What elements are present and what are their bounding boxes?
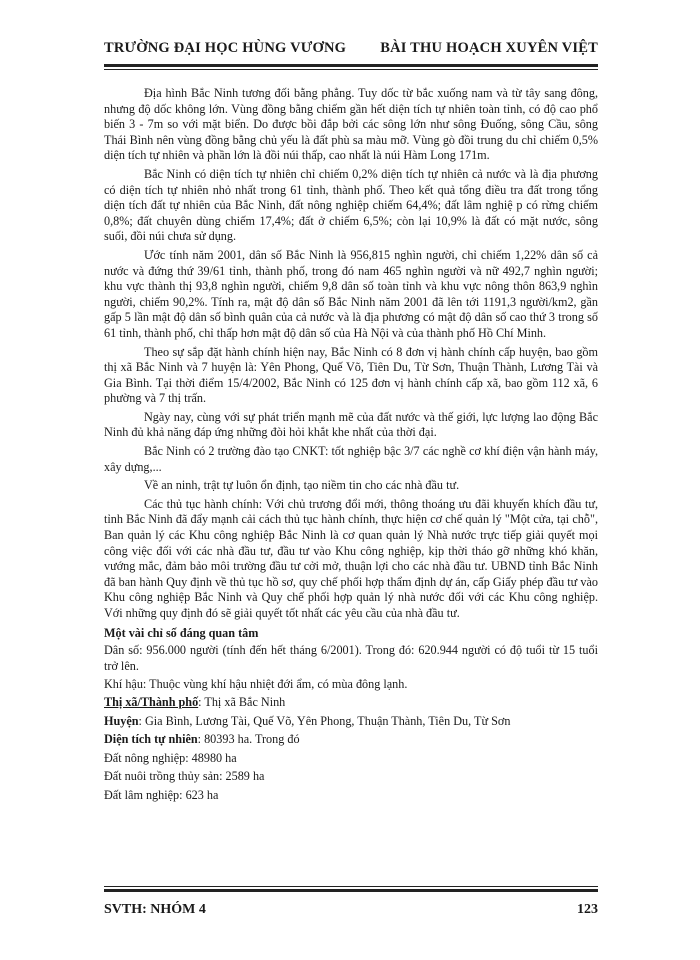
stat-districts-label: Huyện (104, 713, 139, 728)
header-rule-thin (104, 69, 598, 70)
stat-forest-land: Đất lâm nghiệp: 623 ha (104, 787, 219, 802)
footer-rule-thin (104, 886, 598, 887)
footer-author: SVTH: NHÓM 4 (104, 902, 206, 917)
section-heading: Một vài chỉ số đáng quan tâm (104, 625, 259, 640)
stat-districts-value: : Gia Bình, Lương Tài, Quế Võ, Yên Phong, Thuận Thành, Tiên Du, Từ Sơn (138, 713, 511, 728)
paragraph-population: Ước tính năm 2001, dân số Bắc Ninh là 956,815 nghìn người, chỉ chiếm 1,22% dân số cả nước và đứng thứ 39/61 tỉnh, thành phố, trong đó nam 465 nghìn người và nữ 492,7 nghìn người; khu vực thành thị 93,8 nghìn người, chiếm 9,8 dân số toàn tỉnh và khu vực nông thôn 863,9 nghìn người, chiếm 90,2%. Tính ra, mật độ dân số Bắc Ninh năm 2001 đã lên tới 1191,3 người/km2, gần gấp 5 lần mật độ dân số bình quân của cả nước và là địa phương có mật độ dân số cao thứ 3 trong số 61 tỉnh, thành phố, chỉ thấp hơn mật độ dân số của Hà Nội và của thành phố Hồ Chí Minh. (104, 247, 598, 340)
stat-town (104, 693, 598, 712)
stat-town-value: : Thị xã Bắc Ninh (198, 695, 286, 710)
paragraph-security: Về an ninh, trật tự luôn ổn định, tạo niềm tin cho các nhà đầu tư. (144, 478, 460, 493)
paragraph-terrain: Địa hình Bắc Ninh tương đối bằng phẳng. Tuy dốc từ bắc xuống nam và từ tây sang đông, nhưng độ dốc không lớn. Vùng đồng bằng chiếm gần hết diện tích tự nhiên toàn tỉnh, có độ cao phổ biến 3 - 7m so với mặt biển. Do được bồi đắp bởi các sông lớn như sông Đuống, sông Cầu, sông Thái Bình nên vùng đồng bằng chủ yếu là đất phù sa màu mỡ. Vùng gò đồi trung du chỉ chiếm 0,5% diện tích tự nhiên và phần lớn là đồi núi thấp, cao nhất là núi Hàm Long 171m. (104, 86, 598, 163)
stat-area-value: : 80393 ha. Trong đó (197, 732, 300, 747)
page-footer (104, 902, 598, 922)
stat-districts (104, 712, 598, 731)
stat-agriculture-land: Đất nông nghiệp: 48980 ha (104, 750, 237, 765)
stat-town-label: Thị xã/Thành phố (104, 695, 199, 710)
paragraph-administration: Theo sự sắp đặt hành chính hiện nay, Bắc Ninh có 8 đơn vị hành chính cấp huyện, bao gồm thị xã Bắc Ninh và 7 huyện là: Yên Phong, Quế Võ, Tiên Du, Từ Sơn, Thuận Thành, Lương Tài và Gia Bình. Tại thời điểm 15/4/2002, Bắc Ninh có 125 đơn vị hành chính cấp xã, bao gồm 112 xã, 6 phường và 7 thị trấn. (104, 344, 598, 406)
document-body (104, 86, 598, 804)
header-school-name: TRƯỜNG ĐẠI HỌC HÙNG VƯƠNG (104, 40, 347, 56)
header-rule-thick (104, 64, 598, 67)
stat-area-label: Diện tích tự nhiên (104, 732, 198, 747)
header-report-title: BÀI THU HOẠCH XUYÊN VIỆT (380, 40, 598, 56)
page-header (104, 40, 598, 60)
stat-climate: Khí hậu: Thuộc vùng khí hậu nhiệt đới ẩm, có mùa đông lạnh. (104, 676, 408, 691)
paragraph-procedures: Các thủ tục hành chính: Với chủ trương đổi mới, thông thoáng ưu đãi khuyến khích đầu tư, tỉnh Bắc Ninh đã đẩy mạnh cải cách thủ tục hành chính, thực hiện cơ chế quản lý "Một cửa, tại chỗ", Ban quản lý các Khu công nghiệp Bắc Ninh là cơ quan quản lý Nhà nước trực tiếp giải quyết mọi công việc đối với các nhà đầu tư, đầu tư vào Khu công nghiệp, kịp thời tháo gỡ những khó khăn, vướng mắc, đảm bảo môi trường đầu tư cởi mở, thuận lợi cho các nhà đầu tư. UBND tỉnh Bắc Ninh đã ban hành Quy định về thủ tục hồ sơ, quy chế phối hợp thẩm định dự án, cấp Giấy phép đầu tư vào Khu công nghiệp Bắc Ninh và Quy chế phối hợp quản lý nhà nước đối với các Khu công nghiệp. Với những quy định đó sẽ giải quyết tốt nhất các yêu cầu của nhà đầu tư. (104, 496, 598, 620)
page-number: 123 (577, 902, 598, 917)
paragraph-training: Bắc Ninh có 2 trường đào tạo CNKT: tốt nghiệp bậc 3/7 các nghề cơ khí điện vận hành máy, xây dựng,... (104, 444, 598, 474)
stat-aquaculture-land: Đất nuôi trồng thủy sản: 2589 ha (104, 769, 265, 784)
paragraph-land-area: Bắc Ninh có diện tích tự nhiên chỉ chiếm 0,2% diện tích tự nhiên cả nước và là địa phương có diện tích tự nhiên nhỏ nhất trong 61 tỉnh, thành phố. Theo kết quả tổng điều tra đất trong tổng diện tích đất tự nhiên của Bắc Ninh, đất nông nghiệp chiếm 64,4%; đất lâm nghiệ p có rừng chiếm 0,8%; đất chuyên dùng chiếm 17,4%; đất ở chiếm 6,5%; còn lại 10,9% là đất có mặt nước, sông suối, đồi núi chưa sử dụng. (104, 166, 598, 244)
footer-rule-thick (104, 889, 598, 892)
stat-area (104, 730, 598, 749)
stat-population: Dân số: 956.000 người (tính đến hết tháng 6/2001). Trong đó: 620.944 người có độ tuổi từ 15 tuổi trở lên. (104, 642, 598, 674)
paragraph-labor: Ngày nay, cùng với sự phát triển mạnh mẽ của đất nước và thế giới, lực lượng lao động Bắc Ninh đủ khả năng đáp ứng những đòi hỏi khắt khe nhất của thời đại. (104, 409, 598, 440)
